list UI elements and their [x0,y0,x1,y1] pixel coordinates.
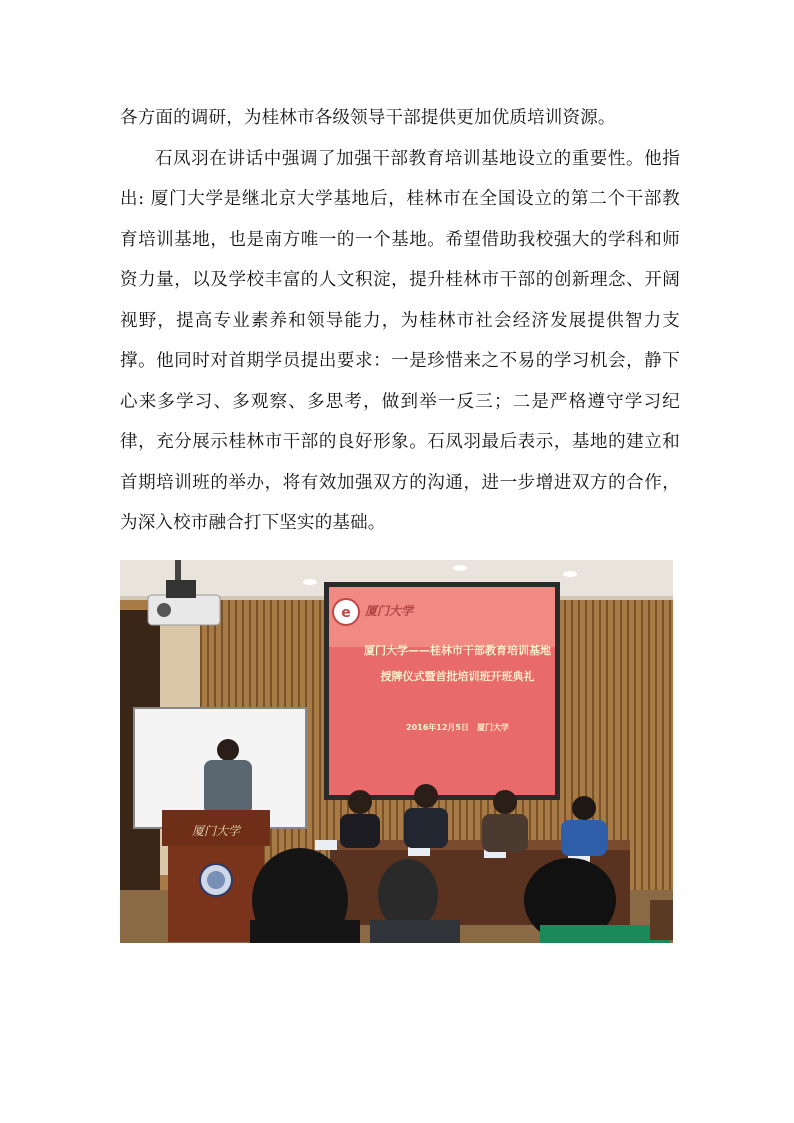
screen-title-line2: 授牌仪式暨首批培训班开班典礼 [380,670,535,683]
screen-title-line1: 厦门大学——桂林市干部教育培训基地 [364,644,551,657]
wood-slat [634,600,636,890]
article-body [120,98,680,544]
screen-logo: 厦门大学 [365,604,414,618]
wood-slat [662,600,664,890]
wood-slat [648,600,650,890]
svg-text:e: e [341,605,351,621]
paragraph-speech: 石凤羽在讲话中强调了加强干部教育培训基地设立的重要性。他指出: 厦门大学是继北京大学基地后，桂林市在全国设立的第二个干部教育培训基地，也是南方唯一的一个基地。希望借助我校强大的学科和师资力量，以及学校丰富的人文积淀，提升桂林市干部的创新理念、开阔视野，提高专业素养和领导能力，为桂林市社会经济发展提供智力支撑。他同时对首期学员提出要求：一是珍惜来之不易的学习机会，静下心来多学习、多观察、多思考，做到举一反三；二是严格遵守学习纪律，充分展示桂林市干部的良好形象。石凤羽最后表示，基地的建立和首期培训班的举办，将有效加强双方的沟通，进一步增进双方的合作，为深入校市融合打下坚实的基础。 [120,148,680,533]
paragraph-continuation: 各方面的调研，为桂林市各级领导干部提供更加优质培训资源。 [120,108,616,128]
screen-date: 2016年12月5日 厦门大学 [406,723,509,732]
ceremony-photo [120,560,673,943]
podium-text: 厦门大学 [191,824,240,838]
wood-slat [641,600,643,890]
wood-slat [669,600,671,890]
wood-slat [655,600,657,890]
wood-slat [312,600,314,890]
